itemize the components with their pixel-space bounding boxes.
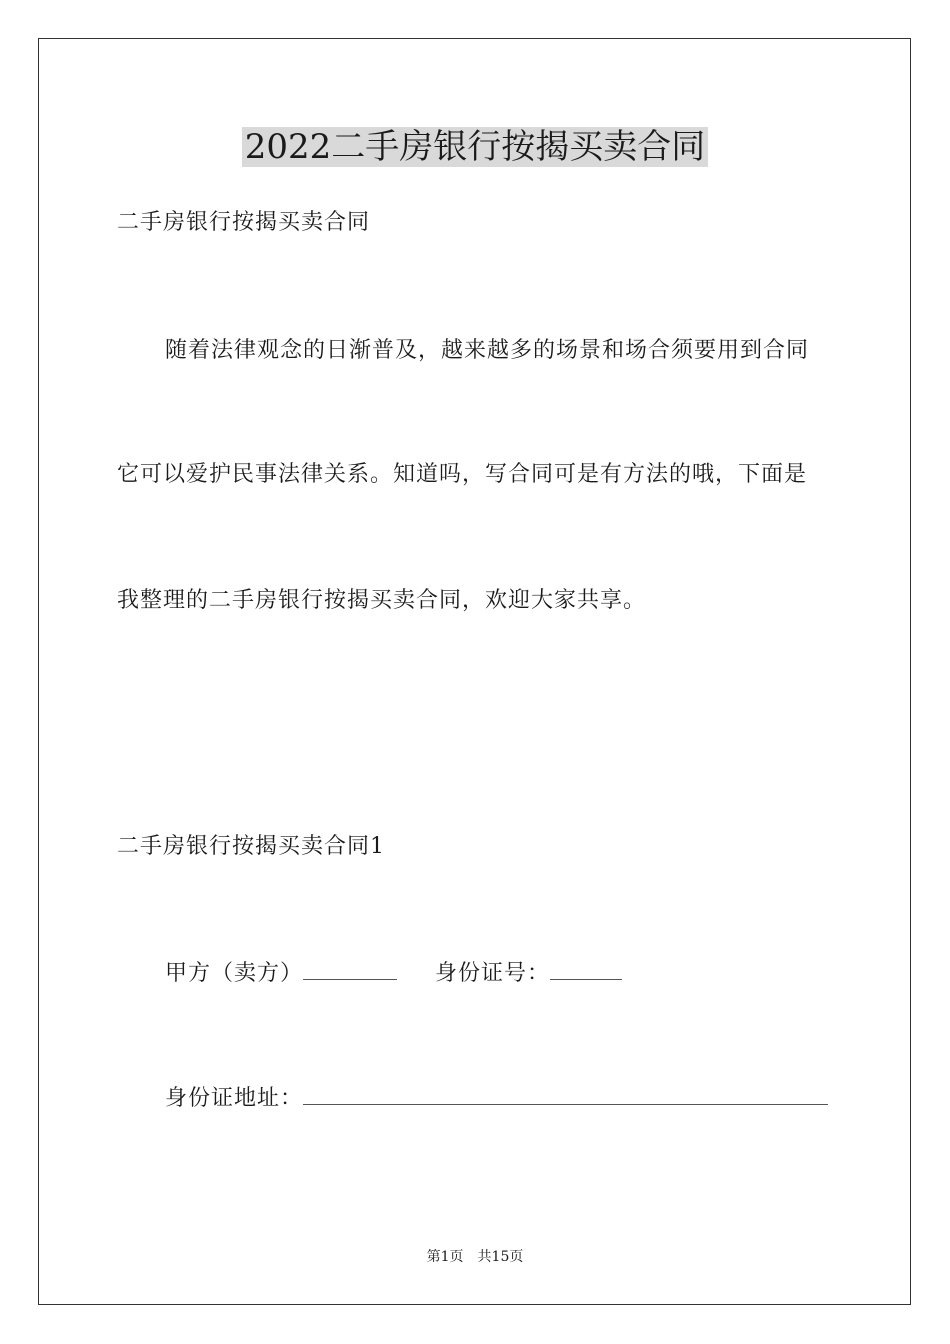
party-a-label: 甲方（卖方） (165, 961, 304, 986)
party-a-name-field[interactable] (303, 957, 397, 980)
id-address-row (165, 1082, 828, 1114)
document-title-text: 2022二手房银行按揭买卖合同 (242, 127, 709, 167)
page-number: 第1页 (426, 1249, 464, 1265)
document-subtitle: 二手房银行按揭买卖合同 (117, 210, 371, 235)
id-address-field[interactable] (303, 1082, 828, 1105)
page-total: 共15页 (477, 1249, 524, 1265)
page-footer (0, 1247, 950, 1267)
document-title (0, 124, 950, 170)
id-number-label: 身份证号： (435, 961, 551, 986)
intro-paragraph-line-3: 我整理的二手房银行按揭买卖合同，欢迎大家共享。 (117, 588, 647, 613)
id-number-field[interactable] (550, 957, 622, 980)
intro-paragraph-line-2: 它可以爱护民事法律关系。知道吗，写合同可是有方法的哦，下面是 (117, 462, 808, 487)
party-a-row (165, 957, 622, 989)
id-address-label: 身份证地址： (165, 1086, 304, 1111)
section-heading: 二手房银行按揭买卖合同1 (117, 834, 385, 859)
intro-paragraph-line-1: 随着法律观念的日渐普及，越来越多的场景和场合须要用到合同 (165, 338, 810, 363)
